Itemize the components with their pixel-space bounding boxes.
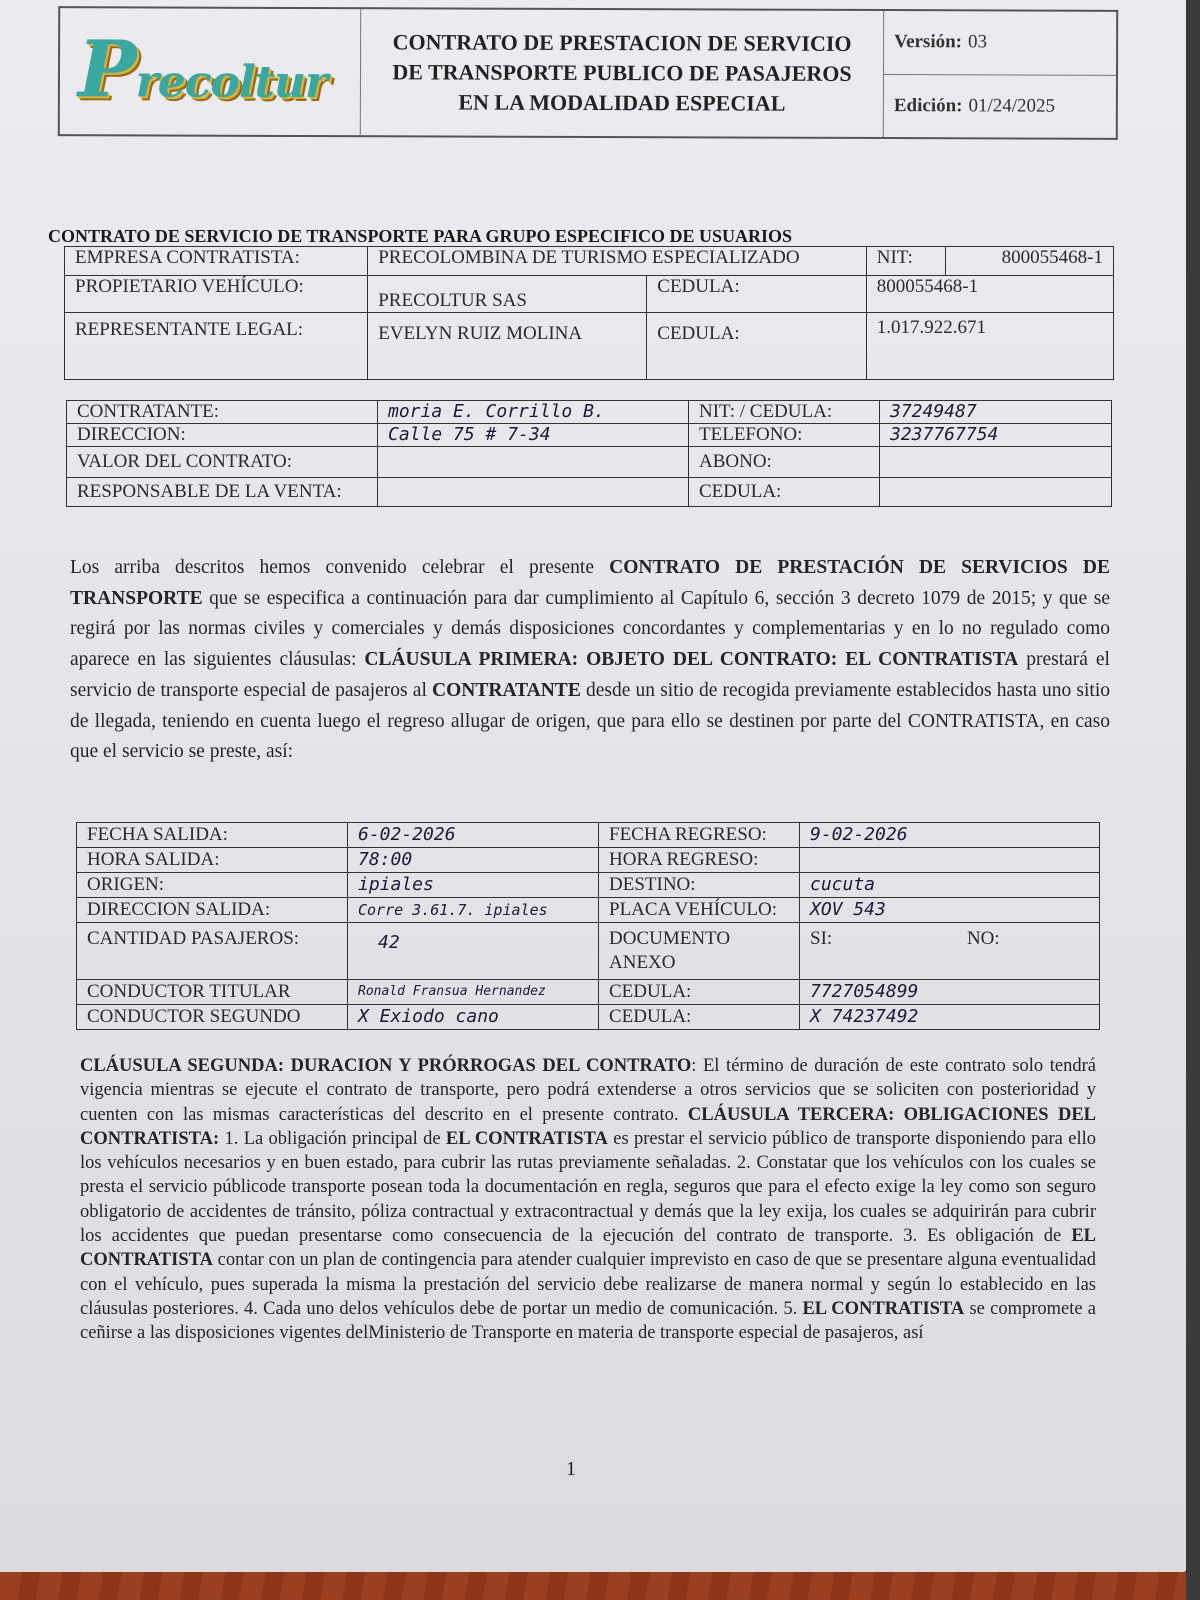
table-row	[67, 478, 1112, 507]
documento-label-1: DOCUMENTO	[609, 928, 731, 949]
empresa-label: EMPRESA CONTRATISTA:	[65, 247, 368, 276]
document-header	[58, 6, 1118, 140]
company-table	[64, 246, 1114, 380]
no-option[interactable]: NO:	[966, 928, 1000, 949]
document-meta	[884, 11, 1116, 138]
destino-value[interactable]: cucuta	[800, 873, 1100, 898]
placa-label: PLACA VEHÍCULO:	[599, 898, 800, 923]
title-line-3: EN LA MODALIDAD ESPECIAL	[458, 89, 786, 116]
intro-text-2: que se especifica a continuación para dar cumplimiento al Capítulo 6, sección 3 decreto 1079 de 2015; y que se regirá por las normas civiles y comerciales y demás disposiciones concordantes y complementarias y en lo no regulado como aparece en las siguientes cláusulas:	[70, 587, 1110, 671]
edition-label: Edición:	[893, 94, 963, 117]
clause-bold-4: EL CONTRATISTA	[80, 1226, 1096, 1271]
contratante-value[interactable]: moria E. Corrillo B.	[378, 401, 689, 424]
table-row	[77, 898, 1100, 923]
abono-label: ABONO:	[689, 447, 880, 478]
destino-label: DESTINO:	[599, 873, 800, 898]
origen-value[interactable]: ipiales	[348, 873, 599, 898]
nit-value: 800055468-1	[946, 247, 1114, 276]
table-row	[67, 424, 1112, 447]
hora-regreso-value[interactable]	[800, 848, 1100, 873]
representante-cedula-label: CEDULA:	[647, 313, 866, 380]
clause-second-title: CLÁUSULA SEGUNDA: DURACION Y PRÓRROGAS DEL CONTRATO	[80, 1056, 692, 1076]
clause-third-title: CLÁUSULA TERCERA: OBLIGACIONES DEL CONTRATISTA:	[80, 1104, 1096, 1149]
responsable-cedula-label: CEDULA:	[689, 478, 880, 507]
responsable-value[interactable]	[378, 478, 689, 507]
intro-paragraph	[70, 553, 1110, 768]
documento-anexo-options	[800, 923, 1100, 980]
direccion-salida-value[interactable]: Corre 3.61.7. ipiales	[348, 898, 599, 923]
conductor-segundo-value[interactable]: X Exiodo cano	[348, 1005, 599, 1030]
propietario-cedula-value: 800055468-1	[866, 276, 1113, 313]
direccion-value[interactable]: Calle 75 # 7-34	[378, 424, 689, 447]
edition-row	[884, 75, 1116, 138]
documento-anexo-label	[599, 923, 800, 980]
direccion-label: DIRECCION:	[67, 424, 378, 447]
page-number: 1	[566, 1458, 576, 1480]
nit-cedula-label: NIT: / CEDULA:	[689, 401, 880, 424]
conductor-segundo-cedula-value[interactable]: X 74237492	[800, 1005, 1100, 1030]
si-option[interactable]: SI:	[810, 928, 833, 949]
fecha-regreso-value[interactable]: 9-02-2026	[800, 823, 1100, 848]
fecha-salida-value[interactable]: 6-02-2026	[348, 823, 599, 848]
table-row	[65, 276, 1114, 313]
propietario-label: PROPIETARIO VEHÍCULO:	[65, 276, 368, 313]
fecha-regreso-label: FECHA REGRESO:	[599, 823, 800, 848]
table-row	[77, 823, 1100, 848]
abono-value[interactable]	[880, 447, 1112, 478]
intro-text-4: desde un sitio de recogida previamente establecidos hasta uno sitio de llegada, teniendo en cuenta luego el regreso allugar de origen, que para ello se destinen por parte del CONTRATISTA, en caso que el servicio se preste, así:	[70, 679, 1110, 763]
version-label: Versión:	[894, 31, 963, 53]
wood-surface	[0, 1572, 1200, 1600]
hora-salida-value[interactable]: 78:00	[348, 848, 599, 873]
clause-text-5: se compromete a ceñirse a las disposiciones vigentes delMinisterio de Transporte en materia de transporte especial de pasajeros, así	[80, 1298, 1096, 1344]
direccion-salida-label: DIRECCION SALIDA:	[77, 898, 348, 923]
telefono-value[interactable]: 3237767754	[880, 424, 1112, 447]
clause-bold-5: EL CONTRATISTA	[802, 1298, 965, 1319]
nit-label: NIT:	[866, 247, 946, 276]
table-row	[65, 313, 1114, 380]
trip-table	[76, 822, 1100, 1030]
conductor-titular-value[interactable]: Ronald Fransua Hernandez	[348, 980, 599, 1005]
representante-value: EVELYN RUIZ MOLINA	[368, 313, 647, 380]
empresa-value: PRECOLOMBINA DE TURISMO ESPECIALIZADO	[368, 247, 867, 276]
propietario-value: PRECOLTUR SAS	[368, 276, 647, 313]
table-row	[77, 1005, 1100, 1030]
edition-value: 01/24/2025	[968, 95, 1056, 117]
intro-text-1: Los arriba descritos hemos convenido celebrar el presente	[70, 557, 610, 578]
dark-edge	[1186, 0, 1200, 1600]
clause-text-1: : El término de duración de este contrato solo tendrá vigencia mientras se ejecute el contrato de transporte, pero podrá extenderse a otros servicios que se soliciten con posterioridad y cuenten con las mismas características del descrito en el presente contrato.	[80, 1056, 1096, 1125]
intro-bold-1: CONTRATO DE PRESTACIÓN DE SERVICIOS DE TRANSPORTE	[70, 557, 1111, 609]
title-line-2: DE TRANSPORTE PUBLICO DE PASAJEROS	[392, 59, 852, 86]
table-row	[77, 848, 1100, 873]
section-title: CONTRATO DE SERVICIO DE TRANSPORTE PARA GRUPO ESPECIFICO DE USUARIOS	[48, 226, 793, 246]
intro-bold-2: CLÁUSULA PRIMERA: OBJETO DEL CONTRATO: EL CONTRATISTA	[364, 649, 1019, 671]
responsable-label: RESPONSABLE DE LA VENTA:	[67, 478, 378, 507]
contratante-label: CONTRATANTE:	[67, 401, 378, 424]
clauses-paragraph	[80, 1054, 1096, 1346]
propietario-cedula-label: CEDULA:	[647, 276, 866, 313]
intro-text-3: prestará el servicio de transporte especial de pasajeros al	[70, 649, 1110, 701]
fecha-salida-label: FECHA SALIDA:	[77, 823, 348, 848]
clause-text-2: 1. La obligación principal de	[219, 1128, 446, 1149]
placa-value[interactable]: XOV 543	[800, 898, 1100, 923]
version-row	[884, 11, 1116, 75]
logo-text: Precoltur	[77, 24, 328, 116]
conductor-titular-cedula-value[interactable]: 7727054899	[800, 980, 1100, 1005]
table-row	[77, 980, 1100, 1005]
title-line-1: CONTRATO DE PRESTACION DE SERVICIO	[392, 29, 852, 56]
pasajeros-value[interactable]: 42	[348, 923, 599, 980]
version-value: 03	[967, 31, 988, 53]
origen-label: ORIGEN:	[77, 873, 348, 898]
conductor-segundo-cedula-label: CEDULA:	[599, 1005, 800, 1030]
client-table	[66, 400, 1112, 507]
clause-text-3: es prestar el servicio público de transporte disponiendo para ello los vehículos necesarios y en buen estado, para cubrir las rutas previamente señaladas. 2. Constatar que los vehículos con los cuales se presta el servicio públicode transporte posean toda la documentación en regla, seguros que para el efecto exige la ley como son seguro obligatorio de accidentes de tránsito, póliza contractual y extracontractual y demás que la ley exija, los cuales se adquirirán para cubrir los accidentes que puedan presentarse como consecuencia de la ejecución del contrato de transporte. 3. Es obligación de	[80, 1128, 1096, 1247]
responsable-cedula-value[interactable]	[880, 478, 1112, 507]
conductor-segundo-label: CONDUCTOR SEGUNDO	[77, 1005, 348, 1030]
conductor-titular-cedula-label: CEDULA:	[599, 980, 800, 1005]
intro-bold-3: CONTRATANTE	[432, 679, 581, 701]
valor-label: VALOR DEL CONTRATO:	[67, 447, 378, 478]
representante-label: REPRESENTANTE LEGAL:	[65, 313, 368, 380]
pasajeros-label: CANTIDAD PASAJEROS:	[77, 923, 348, 980]
documento-label-2: ANEXO	[609, 952, 676, 973]
nit-cedula-value[interactable]: 37249487	[880, 401, 1112, 424]
representante-cedula-value: 1.017.922.671	[866, 313, 1113, 380]
valor-value[interactable]	[378, 447, 689, 478]
table-row	[67, 401, 1112, 424]
telefono-label: TELEFONO:	[689, 424, 880, 447]
company-logo	[60, 8, 361, 135]
table-row	[77, 923, 1100, 980]
conductor-titular-label: CONDUCTOR TITULAR	[77, 980, 348, 1005]
hora-salida-label: HORA SALIDA:	[77, 848, 348, 873]
clause-bold-3: EL CONTRATISTA	[445, 1128, 608, 1149]
table-row	[77, 873, 1100, 898]
hora-regreso-label: HORA REGRESO:	[599, 848, 800, 873]
document-title	[361, 9, 884, 137]
table-row	[67, 447, 1112, 478]
table-row	[65, 247, 1114, 276]
clause-text-4: contar con un plan de contingencia para atender cualquier imprevisto en caso de que se presentare alguna eventualidad con el vehículo, pues superada la misma la prestación del servicio debe realizarse de manera normal y según lo establecido en las cláusulas posteriores. 4. Cada uno delos vehículos debe de portar un medio de comunicación. 5.	[80, 1250, 1096, 1319]
